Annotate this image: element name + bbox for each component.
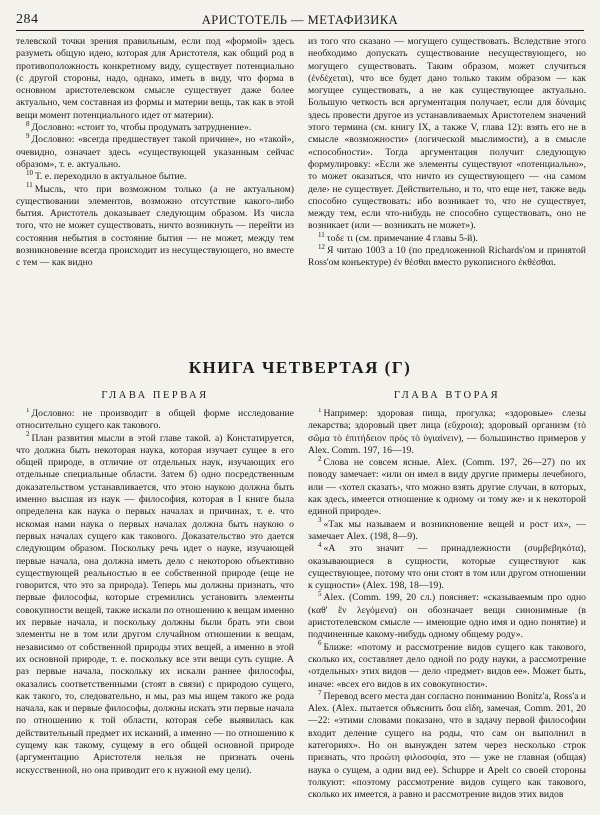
footnote-2: $^2$ Слова не совсем ясные. Alex. (Comm. 197, 26—27) по их поводу замечает: «или он имел в виду другие примеры лечебного, или — ‹хотел сказать›, что можно взять другие случаи, в которых, как здесь, имеется отношение к одному ‹и тому же› и к некоторой единой природе». — [308, 454, 586, 518]
footnote-11: $^{11}$ τοδε τι (см. примечание 4 главы 5-й). — [318, 230, 478, 244]
note-continuation: телевской точки зрения правильным, если под «формой» здесь разуметь общую идею, которая для Аристотеля, как общий род в противоположность конкретному виду, существует потенциально (с другой стороны, надо, однако, иметь в виду, что форма в основном аристотелевском смысле существует даже более актуально, чем составная из формы и материи вещь, так как в этой вещи момент потенциального идет от материи). — [16, 36, 294, 121]
footnote-6: $^6$ Ближе: «потому и рассмотрение видов сущего как такового, сколько их, составляет дело одной по роду науки, а рассмотрение ‹отдельных› этих видов — дело ‹предмет› видов ее». Может быть, иначе: «всех его видов в их совокупности». — [308, 639, 586, 690]
note-continuation: из того что сказано — могущего существовать. Вследствие этого необходимо допускать существование несуществующего, но могущего существовать. Таким образом, может случиться (ἐνδέχεται), что все будет дано только таким образом — как могущее существовать, а не как существующее актуально. Большую четкость вся аргументация получает, если для δύναμις здесь провести другое из устанавливаемых Аристотелем значений этого термина (см. книгу IX, а также V, глава 12): взять его не в смысле «возможности» (логической мыслимости), а в смысле «способности». Тогда аргументация получит следующую формулировку: «Если же элементы существуют «потенциально», то может оказаться, что ничто из существующего — ‹на самом деле› не существует. Действительно, и то, что еще нет, также ведь способно существовать: ибо возникает то, что не существует, между тем, если что-нибудь не способно существовать, оно не возникает (или — возникать не может»). — [308, 36, 586, 232]
header-rule — [16, 30, 584, 31]
footnote-9: $^9$ Дословно: «всегда предшествует такой причине», но «такой», очевидно, означает здесь «существующей указанным сейчас образом», т. е. актуально. — [16, 132, 294, 170]
footnote-12: $^{12}$ Я читаю 1003 а 10 (по предложенной Richards'ом и принятой Ross'ом конъектуре) ἐν θέσθαι вместо рукописного ἐκθέσθαι. — [308, 242, 586, 269]
chapter-two-notes — [308, 408, 586, 808]
book-title: КНИГА ЧЕТВЕРТАЯ (Γ) — [188, 358, 412, 377]
footnote-8: $^8$ Дословно: «стоит то, чтобы продумать затруднение». — [26, 119, 252, 134]
running-header — [16, 12, 584, 32]
chapter-one-heading: ГЛАВА ПЕРВАЯ — [101, 390, 209, 401]
footnote-11: $^{11}$ Мысль, что при возможном только (а не актуальном) существовании элементов, возможно отсутствие какого-либо бытия. Аристотель доказывает следующим образом. Из числа того, что не может существовать, ничто возникнуть — перейти из состояния небытия в состояние бытия — не может, между тем возникновение всегда происходит из несуществующего, но вместе с тем — как видно — [16, 181, 294, 269]
chapter-two-heading: ГЛАВА ВТОРАЯ — [393, 390, 501, 401]
chapter-one-notes — [16, 408, 294, 808]
notes-column-right — [308, 36, 586, 336]
running-title: АРИСТОТЕЛЬ — МЕТАФИЗИКА — [201, 13, 399, 27]
footnote-5: $^5$ Alex. (Comm. 199, 20 сл.) поясняет: «сказываемым про одно (καθ' ἓν λεγόμενα) он обозначает вещи синонимные (в аристотелевском смысле — имеющие одно имя и одно понятие) и подчиненные какому-нибудь одному общему роду». — [308, 590, 586, 641]
footnote-1: $^1$ Дословно: не производит в общей форме исследование относительно сущего как такового. — [16, 408, 294, 432]
page-number: 284 — [16, 12, 39, 27]
footnote-1: $^1$ Например: здоровая пища, прогулка; «здоровые» слезы лекарства; здоровый цвет лица (εὔχροια); здоровый организм (τὸ σῶμα τὸ ἐπιτήδειον πρὸς τὸ ὑγιαίνειν), — большинство примеров у Alex. Comm. 197, 16—19. — [308, 408, 586, 456]
footnote-2: $^2$ План развития мысли в этой главе такой. а) Констатируется, что должна быть некоторая наука, которая изучает сущее в его общей природе, в отличие от отдельных наук, изучающих его отдельные специальные области. Затем б) одно посредственным доказательством устанавливается, что этою наукою должна быть именно высшая из наук — философия, которая в I книге была определена как наука о первых началах и причинах, т. е. что искомая нами наука о первых началах должна быть наукою о первых началах сущего как такового. Доказательство это дается следующим образом. Поскольку речь идет о науке, изучающей первые начала, она должна иметь дело с некоторою объективно существующей реальностью в ее собственной природе (еще не говорится, что это за природа). Теперь мы должны признать, что первые философы, которые стремились установить элементы совокупности вещей, также искали по отношению к вещам именно их первые начала, и поскольку должны были брать эти свои элементы не в том или другом случайном отношении к вещам, независимо от собственной природы этих вещей, а именно в этой их основной природе, т. е. поскольку все эти вещи суть сущие. А раз первые начала, поскольку их искали раннее философы, оказались соответственными (стоят в связи) с природою сущего, как такого, то, следовательно, и мы, раз мы ищем такого же рода начала, как и первые философы, должны искать эти первые начала по отношению к той области, которая себе выявилась как действительный предмет их исканий, а именно — по отношению к сущему как такому, сущему в его общей основной природе (аргументацию Аристотеля нельзя не признать очень искусственной, но она приводит его к нужной ему цели). — [16, 430, 294, 776]
footnote-7: $^7$ Перевод всего места дан согласно пониманию Bonitz'a, Ross'a и Alex. (Alex. пытается объяснить ὅσα εἴδη, замечая, Comm. 201, 20—22: «этими словами показано, что в задачу первой философии входит деление сущего на роды, что сам он выполнил в категориях». Но он вынужден затем через несколько строк признать, что προώτη φιλοσοφία, это — уже не главная (общая) наука о сущем, а одни вид ее). Schuppe и Apelt со своей стороны толкуют: «поэтому рассмотрение видов сущего как такового, сколько их имеется, а равно и рассмотрение видов этих видов — [308, 688, 586, 801]
notes-column-left — [16, 36, 294, 336]
footnote-4: $^4$ «А это значит — принадлежности (συμβεβηκότα), оказывающиеся в сущности, которые существуют как существующее, потому что они стоят в том или другом отношении к сущности» (Alex. 198, 18—19). — [308, 541, 586, 592]
footnote-3: $^3$ «Так мы называем и возникновение вещей и рост их», — замечает Alex. (198, 8—9). — [308, 516, 586, 542]
footnote-10: $^{10}$ Т. е. переходило в актуальное бытие. — [26, 169, 187, 183]
